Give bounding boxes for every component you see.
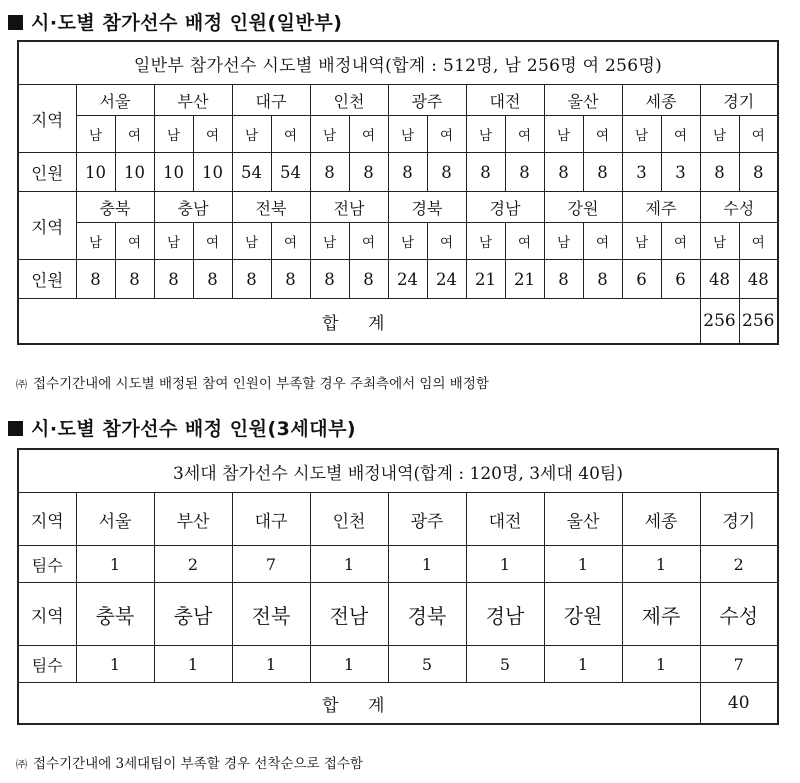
note-mark: ㈜ [16,758,27,771]
region-name: 세종 [622,85,700,116]
region-name: 충남 [154,192,232,223]
table-caption: 3세대 참가선수 시도별 배정내역(합계 : 120명, 3세대 40팀) [18,449,778,493]
total-label: 합 계 [18,299,700,345]
male-label: 남 [154,116,193,153]
region-name: 제주 [622,583,700,646]
region-name: 부산 [154,85,232,116]
count-cell: 54 [232,153,271,192]
team-label: 팀수 [18,546,76,583]
region-name: 대구 [232,85,310,116]
region-name: 울산 [544,85,622,116]
region-name: 경북 [388,192,466,223]
count-cell: 48 [700,260,739,299]
count-cell: 54 [271,153,310,192]
region-name: 수성 [700,192,778,223]
male-label: 남 [544,223,583,260]
region-name: 강원 [544,583,622,646]
count-label: 인원 [18,260,76,299]
team-count-cell: 1 [154,646,232,683]
count-cell: 8 [427,153,466,192]
team-label: 팀수 [18,646,76,683]
team-count-cell: 7 [700,646,778,683]
female-label: 여 [661,116,700,153]
region-name: 광주 [388,85,466,116]
general-allocation-table [17,40,779,345]
count-cell: 8 [739,153,778,192]
count-cell: 8 [544,260,583,299]
female-label: 여 [349,116,388,153]
total-female: 256 [739,299,778,345]
count-cell: 8 [310,153,349,192]
region-name: 수성 [700,583,778,646]
region-name: 인천 [310,85,388,116]
male-label: 남 [700,223,739,260]
female-label: 여 [115,223,154,260]
region-name: 세종 [622,493,700,546]
female-label: 여 [583,223,622,260]
region-name: 전남 [310,583,388,646]
region-name: 서울 [76,493,154,546]
male-label: 남 [232,116,271,153]
region-name: 전북 [232,583,310,646]
count-cell: 8 [505,153,544,192]
female-label: 여 [739,116,778,153]
count-cell: 21 [466,260,505,299]
section1-title: 시·도별 참가선수 배정 인원(일반부) [8,8,342,35]
count-cell: 24 [427,260,466,299]
team-count-cell: 1 [622,646,700,683]
female-label: 여 [349,223,388,260]
male-label: 남 [466,116,505,153]
male-label: 남 [310,223,349,260]
region-name: 충남 [154,583,232,646]
count-cell: 21 [505,260,544,299]
team-count-cell: 1 [310,646,388,683]
male-label: 남 [76,116,115,153]
count-cell: 10 [154,153,193,192]
female-label: 여 [505,116,544,153]
region-name: 제주 [622,192,700,223]
male-label: 남 [700,116,739,153]
region-name: 충북 [76,583,154,646]
count-cell: 8 [700,153,739,192]
region-name: 강원 [544,192,622,223]
count-cell: 8 [349,153,388,192]
count-cell: 10 [115,153,154,192]
female-label: 여 [427,223,466,260]
count-cell: 8 [388,153,427,192]
region-name: 서울 [76,85,154,116]
male-label: 남 [154,223,193,260]
region-label: 지역 [18,85,76,153]
female-label: 여 [661,223,700,260]
count-cell: 48 [739,260,778,299]
region-label: 지역 [18,493,76,546]
team-count-cell: 1 [76,646,154,683]
square-bullet-icon [8,421,23,436]
count-cell: 8 [271,260,310,299]
count-cell: 8 [466,153,505,192]
count-cell: 8 [193,260,232,299]
female-label: 여 [271,223,310,260]
male-label: 남 [388,116,427,153]
table-caption: 일반부 참가선수 시도별 배정내역(합계 : 512명, 남 256명 여 256명) [18,41,778,85]
total-label: 합 계 [18,683,700,725]
female-label: 여 [739,223,778,260]
count-cell: 8 [76,260,115,299]
team-count-cell: 1 [622,546,700,583]
female-label: 여 [193,116,232,153]
region-name: 경기 [700,85,778,116]
team-count-cell: 1 [544,646,622,683]
team-count-cell: 1 [544,546,622,583]
team-count-cell: 1 [310,546,388,583]
team-count-cell: 2 [700,546,778,583]
total-male: 256 [700,299,739,345]
region-label: 지역 [18,192,76,260]
count-cell: 8 [583,153,622,192]
region-name: 대전 [466,85,544,116]
count-cell: 10 [76,153,115,192]
count-cell: 8 [349,260,388,299]
section2-title: 시·도별 참가선수 배정 인원(3세대부) [8,414,356,441]
region-name: 전남 [310,192,388,223]
count-cell: 8 [115,260,154,299]
count-cell: 8 [232,260,271,299]
region-name: 부산 [154,493,232,546]
male-label: 남 [76,223,115,260]
team-count-cell: 5 [466,646,544,683]
note-mark: ㈜ [16,378,27,391]
team-count-cell: 5 [388,646,466,683]
male-label: 남 [388,223,427,260]
count-cell: 6 [622,260,661,299]
region-name: 인천 [310,493,388,546]
male-label: 남 [232,223,271,260]
female-label: 여 [193,223,232,260]
region-name: 경남 [466,583,544,646]
section2-note: ㈜ 접수기간내에 3세대팀이 부족할 경우 선착순으로 접수함 [16,756,363,772]
region-name: 경북 [388,583,466,646]
count-cell: 3 [661,153,700,192]
count-label: 인원 [18,153,76,192]
count-cell: 24 [388,260,427,299]
female-label: 여 [505,223,544,260]
region-name: 대구 [232,493,310,546]
team-count-cell: 1 [388,546,466,583]
region-name: 경기 [700,493,778,546]
team-count-cell: 7 [232,546,310,583]
region-label: 지역 [18,583,76,646]
region-name: 대전 [466,493,544,546]
count-cell: 8 [544,153,583,192]
female-label: 여 [271,116,310,153]
team-count-cell: 1 [76,546,154,583]
count-cell: 3 [622,153,661,192]
count-cell: 8 [583,260,622,299]
count-cell: 8 [310,260,349,299]
female-label: 여 [427,116,466,153]
female-label: 여 [115,116,154,153]
female-label: 여 [583,116,622,153]
three-generation-allocation-table [17,448,779,725]
male-label: 남 [622,223,661,260]
male-label: 남 [466,223,505,260]
region-name: 경남 [466,192,544,223]
region-name: 광주 [388,493,466,546]
male-label: 남 [310,116,349,153]
team-count-cell: 1 [232,646,310,683]
total-teams: 40 [700,683,778,725]
region-name: 울산 [544,493,622,546]
region-name: 충북 [76,192,154,223]
male-label: 남 [544,116,583,153]
count-cell: 10 [193,153,232,192]
section1-note: ㈜ 접수기간내에 시도별 배정된 참여 인원이 부족할 경우 주최측에서 임의 배정함 [16,376,489,392]
male-label: 남 [622,116,661,153]
square-bullet-icon [8,15,23,30]
team-count-cell: 1 [466,546,544,583]
count-cell: 6 [661,260,700,299]
region-name: 전북 [232,192,310,223]
team-count-cell: 2 [154,546,232,583]
count-cell: 8 [154,260,193,299]
